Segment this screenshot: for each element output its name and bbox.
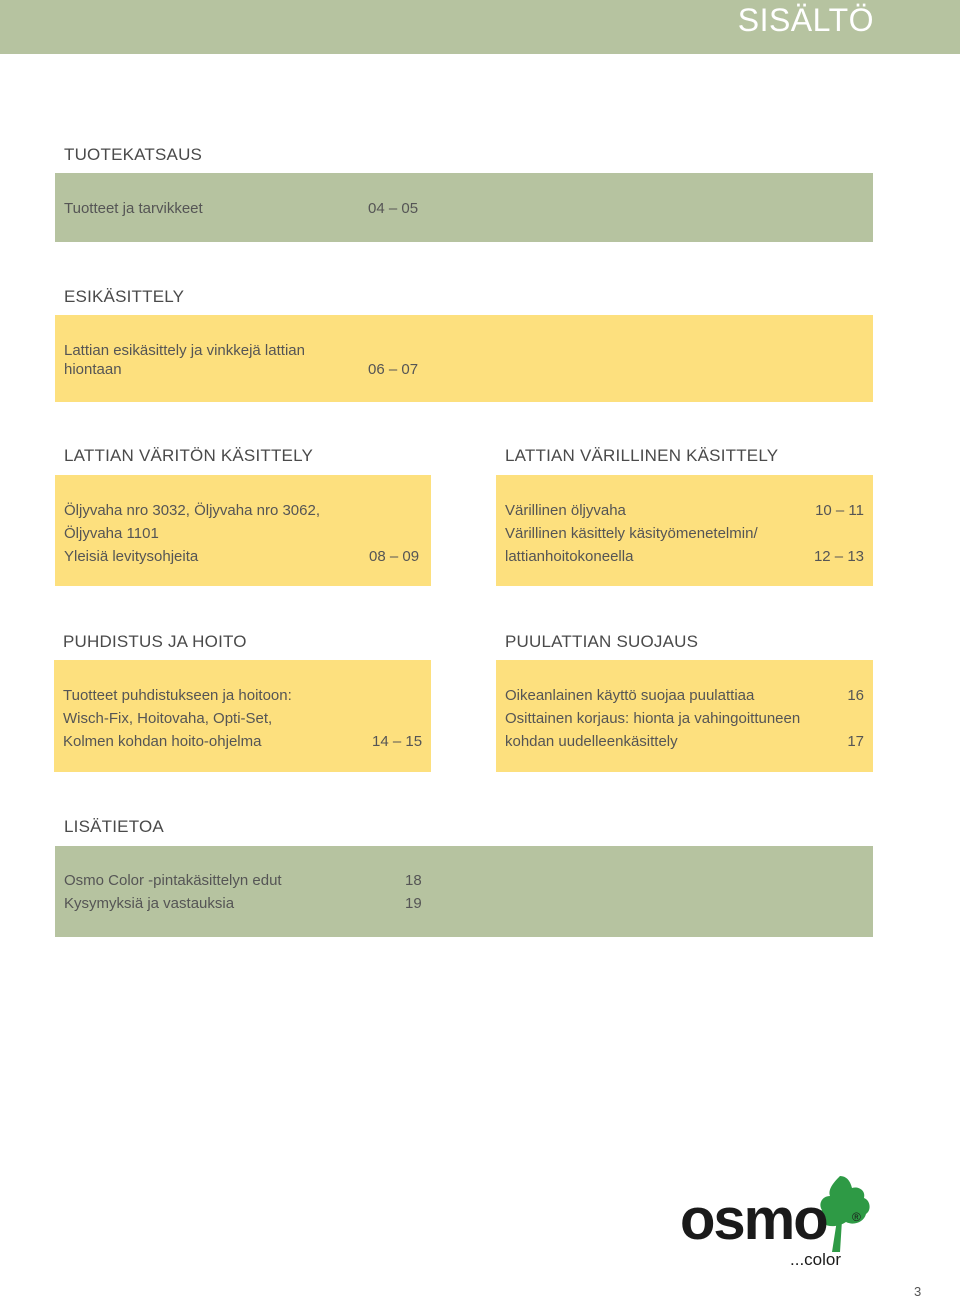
- toc-entry-variton-line3[interactable]: Yleisiä levitysohjeita: [64, 548, 199, 565]
- toc-pages-puhdistus[interactable]: 14 – 15: [372, 733, 423, 750]
- toc-entry-suojaus-line1[interactable]: Oikeanlainen käyttö suojaa puulattiaa: [505, 687, 755, 704]
- toc-entry-esikasittely-line2[interactable]: hiontaan: [64, 361, 122, 378]
- section-title-variton: LATTIAN VÄRITÖN KÄSITTELY: [64, 446, 314, 465]
- logo-sub: ...color: [790, 1250, 842, 1269]
- toc-entry-puhdistus-line1[interactable]: Tuotteet puhdistukseen ja hoitoon:: [63, 687, 292, 704]
- toc-entry-puhdistus-line3[interactable]: Kolmen kohdan hoito-ohjelma: [63, 733, 262, 750]
- toc-pages-suojaus-1[interactable]: 16: [847, 687, 864, 704]
- osmo-logo: [680, 1170, 880, 1275]
- toc-entry-suojaus-line2[interactable]: Osittainen korjaus: hionta ja vahingoittuneen: [505, 710, 801, 727]
- section-title-suojaus: PUULATTIAN SUOJAUS: [505, 632, 699, 651]
- toc-pages-tuotteet[interactable]: 04 – 05: [368, 200, 419, 217]
- section-title-puhdistus: PUHDISTUS JA HOITO: [63, 632, 247, 651]
- section-title-esikasittely: ESIKÄSITTELY: [64, 287, 185, 306]
- toc-entry-lisatietoa-line1[interactable]: Osmo Color -pintakäsittelyn edut: [64, 872, 282, 889]
- toc-entry-variton-line1[interactable]: Öljyvaha nro 3032, Öljyvaha nro 3062,: [64, 502, 320, 519]
- logo-brand: osmo: [680, 1187, 827, 1252]
- toc-entry-varillinen-line3[interactable]: lattianhoitokoneella: [505, 548, 634, 565]
- toc-pages-varillinen-2[interactable]: 12 – 13: [813, 548, 864, 565]
- header-bar: [0, 0, 960, 54]
- toc-pages-esikasittely[interactable]: 06 – 07: [368, 361, 419, 378]
- toc-entry-variton-line2[interactable]: Öljyvaha 1101: [64, 525, 159, 542]
- toc-entry-varillinen-line1[interactable]: Värillinen öljyvaha: [505, 502, 626, 519]
- lisatietoa-box: [55, 846, 873, 937]
- varillinen-box: [496, 475, 873, 586]
- toc-pages-lisatietoa-2[interactable]: 19: [405, 895, 422, 912]
- section-title-lisatietoa: LISÄTIETOA: [64, 817, 164, 836]
- tuotekatsaus-box: [55, 173, 873, 242]
- section-title-tuotekatsaus: TUOTEKATSAUS: [64, 145, 203, 164]
- toc-entry-lisatietoa-line2[interactable]: Kysymyksiä ja vastauksia: [64, 895, 235, 912]
- toc-pages-varillinen-1[interactable]: 10 – 11: [815, 502, 864, 519]
- page-title: SISÄLTÖ: [737, 2, 874, 38]
- toc-pages-suojaus-2[interactable]: 17: [847, 733, 864, 750]
- toc-entry-puhdistus-line2[interactable]: Wisch-Fix, Hoitovaha, Opti-Set,: [63, 710, 273, 727]
- puhdistus-box: [54, 660, 431, 772]
- variton-box: [55, 475, 431, 586]
- toc-entry-esikasittely-line1[interactable]: Lattian esikäsittely ja vinkkejä lattian: [64, 342, 305, 359]
- toc-pages-lisatietoa-1[interactable]: 18: [405, 872, 422, 889]
- section-title-varillinen: LATTIAN VÄRILLINEN KÄSITTELY: [505, 446, 779, 465]
- logo-registered: ®: [852, 1210, 861, 1224]
- esikasittely-box: [55, 315, 873, 402]
- toc-entry-varillinen-line2[interactable]: Värillinen käsittely käsityömenetelmin/: [505, 525, 758, 542]
- toc-entry-tuotteet[interactable]: Tuotteet ja tarvikkeet: [64, 200, 203, 217]
- toc-pages-variton[interactable]: 08 – 09: [369, 548, 420, 565]
- page-number: 3: [914, 1284, 922, 1299]
- toc-entry-suojaus-line3[interactable]: kohdan uudelleenkäsittely: [505, 733, 678, 750]
- suojaus-box: [496, 660, 873, 772]
